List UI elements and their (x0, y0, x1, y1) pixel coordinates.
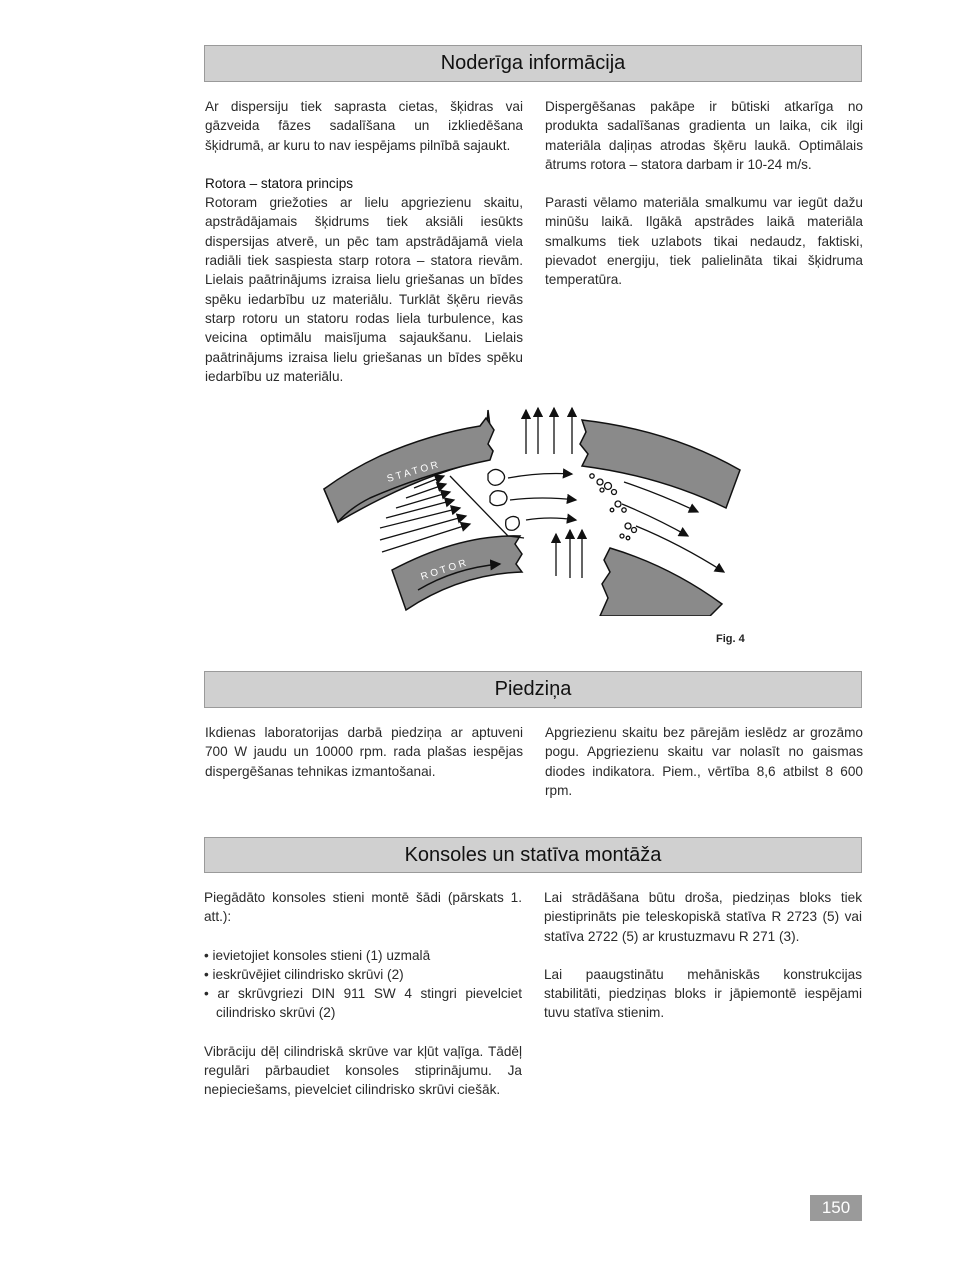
rotor-label: R O T O R (419, 557, 468, 583)
section1-right-column (545, 97, 863, 290)
stability-paragraph: Lai paaugstinātu mehāniskās konstrukcijas stabilitāti, piedziņas bloks ir jāpiemontē iespējami tuvu statīva stienim. (544, 966, 862, 1021)
vibration-warning-paragraph: Vibrāciju dēļ cilindriskā skrūve var kļūt vaļīga. Tādēļ regulāri pārbaudiet konsoles stiprinājumu. Ja nepieciešams, pievelciet cilindrisko skrūvi ciešāk. (204, 1043, 522, 1098)
mounting-intro-paragraph: Piegādāto konsoles stieni montē šādi (pārskats 1. att.): (204, 890, 522, 925)
particles (488, 469, 637, 539)
list-item: • ieskrūvējiet cilindrisko skrūvi (2) (204, 966, 404, 982)
section3-left-column (204, 888, 522, 1100)
page-number: 150 (810, 1195, 862, 1221)
stator-label: S T A T O R (385, 459, 440, 485)
section2-right-column (545, 723, 863, 800)
outflow-up-arrows (526, 408, 572, 454)
section3-right-column (544, 888, 862, 1023)
rotor-stator-paragraph: Rotoram griežoties ar lielu apgriezienu skaitu, apstrādājamais šķidrums tiek aksiāli iesūkts dispersijas atverē, un pēc tam apstrādājamā viela radiāli tiek saspiesta starp rotora – statora rievām. Lielais paātrinājums izraisa lielu griešanas un bīdes spēku iedarbību uz materiālu. Turklāt šķēru rievās starp rotoru un statoru rodas liela turbulence, kas veicina optimālu maisījuma sajaukšanu. Lielais paātrinājums izraisa lielu griešanas un bīdes spēku iedarbību uz materiālu. (205, 195, 523, 384)
section-heading-mounting: Konsoles un statīva montāža (204, 837, 862, 873)
list-item: • ar skrūvgriezi DIN 911 SW 4 stingri pievelciet cilindrisko skrūvi (2) (204, 986, 522, 1021)
dispersion-degree-paragraph: Dispergēšanas pakāpe ir būtiski atkarīga no produkta sadalīšanas gradienta un laika, cik ilgi materiāla daļiņas atrodas šķēru laukā. Optimālais ātrums rotora – statora darbam ir 10-24 m/s. (545, 99, 863, 172)
drive-power-paragraph: Ikdienas laboratorijas darbā piedziņa ar aptuveni 700 W jaudu un 10000 rpm. rada plašas iespējas dispergēšanas tehnikas izmantošanai. (205, 725, 523, 779)
stand-mounting-paragraph: Lai strādāšana būtu droša, piedziņas bloks tiek piestiprināts pie teleskopiskā statīva R 2723 (5) vai statīva 2722 (5) ar krustuzmavu R 271 (3). (544, 890, 862, 944)
fineness-paragraph: Parasti vēlamo materiāla smalkumu var iegūt dažu minūšu laikā. Ilgākā apstrādes laikā materiāla smalkums tiek uzlabots tikai nedaudz, faktiski, pievadot energiju, tiek palielināta tikai šķidruma temperatūra. (545, 195, 863, 288)
section-heading-drive: Piedziņa (204, 671, 862, 708)
section2-left-column (205, 723, 523, 781)
rotor-stator-subheading: Rotora – statora princips (205, 175, 354, 191)
section-heading-useful-info: Noderīga informācija (204, 45, 862, 82)
rotor-right-segment (600, 548, 722, 616)
mounting-steps-list (204, 946, 522, 1023)
speed-control-paragraph: Apgriezienu skaitu bez pārejām ieslēdz ar grozāmo pogu. Apgriezienu skaitu var nolasīt no gaismas diodes indikatora. Piem., vērtība 8,6 atbilst 8 600 rpm. (545, 725, 863, 798)
inflow-up-arrows (556, 530, 582, 578)
rotor-stator-diagram (310, 404, 750, 616)
figure-caption: Fig. 4 (716, 633, 745, 645)
list-item: • ievietojiet konsoles stieni (1) uzmalā (204, 947, 431, 963)
section1-left-column (205, 97, 523, 386)
dispersion-definition-paragraph: Ar dispersiju tiek saprasta cietas, šķidras vai gāzveida fāzes sadalīšana un izkliedēšana šķidrumā, ar kuru to nav iespējams pilnībā sajaukt. (205, 99, 523, 153)
